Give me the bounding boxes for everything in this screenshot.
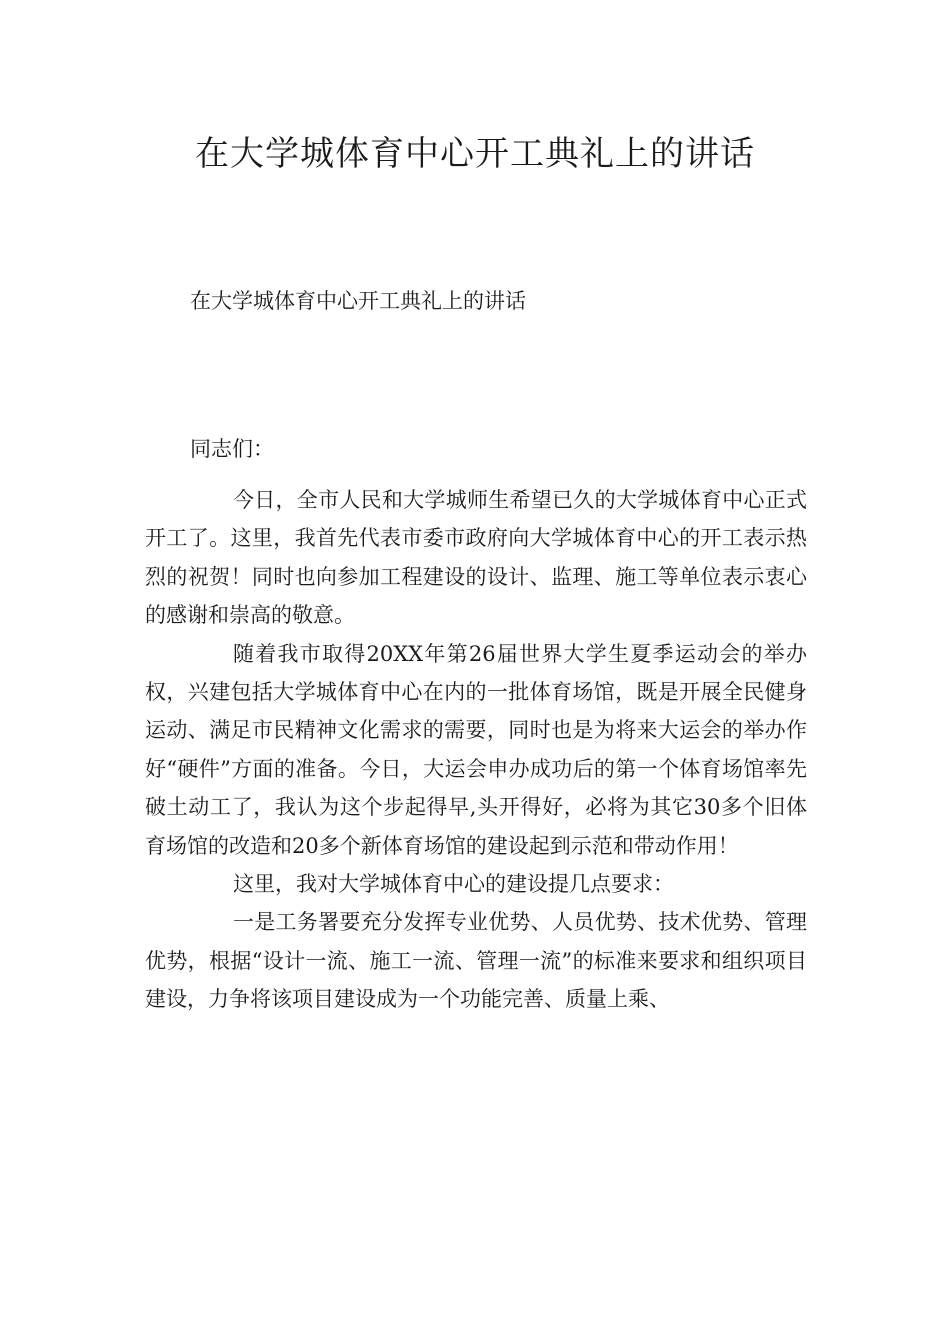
paragraph-opening: 今日，全市人民和大学城师生希望已久的大学城体育中心正式开工了。这里，我首先代表市委市政府向大学城体育中心的开工表示热烈的祝贺！同时也向参加工程建设的设计、监理、施工等单位表示衷心的感谢和崇高的敬意。: [145, 488, 807, 628]
paragraph-requirements-intro: 这里，我对大学城体育中心的建设提几点要求：: [233, 872, 674, 897]
document-subtitle: 在大学城体育中心开工典礼上的讲话: [190, 289, 526, 313]
salutation: 同志们：: [190, 437, 274, 461]
speech-body: [145, 481, 807, 1019]
document-title: 在大学城体育中心开工典礼上的讲话: [195, 134, 755, 174]
paragraph-universiade: 随着我市取得20XX年第26届世界大学生夏季运动会的举办权，兴建包括大学城体育中心在内的一批体育场馆，既是开展全民健身运动、满足市民精神文化需求的需要，同时也是为将来大运会的举办作好“硬件”方面的准备。今日，大运会申办成功后的第一个体育场馆率先破土动工了，我认为这个步起得早,头开得好，必将为其它30多个旧体育场馆的改造和20多个新体育场馆的建设起到示范和带动作用！: [145, 641, 807, 858]
paragraph-requirement-one: 一是工务署要充分发挥专业优势、人员优势、技术优势、管理优势，根据“设计一流、施工一流、管理一流”的标准来要求和组织项目建设，力争将该项目建设成为一个功能完善、质量上乘、: [145, 910, 807, 1012]
